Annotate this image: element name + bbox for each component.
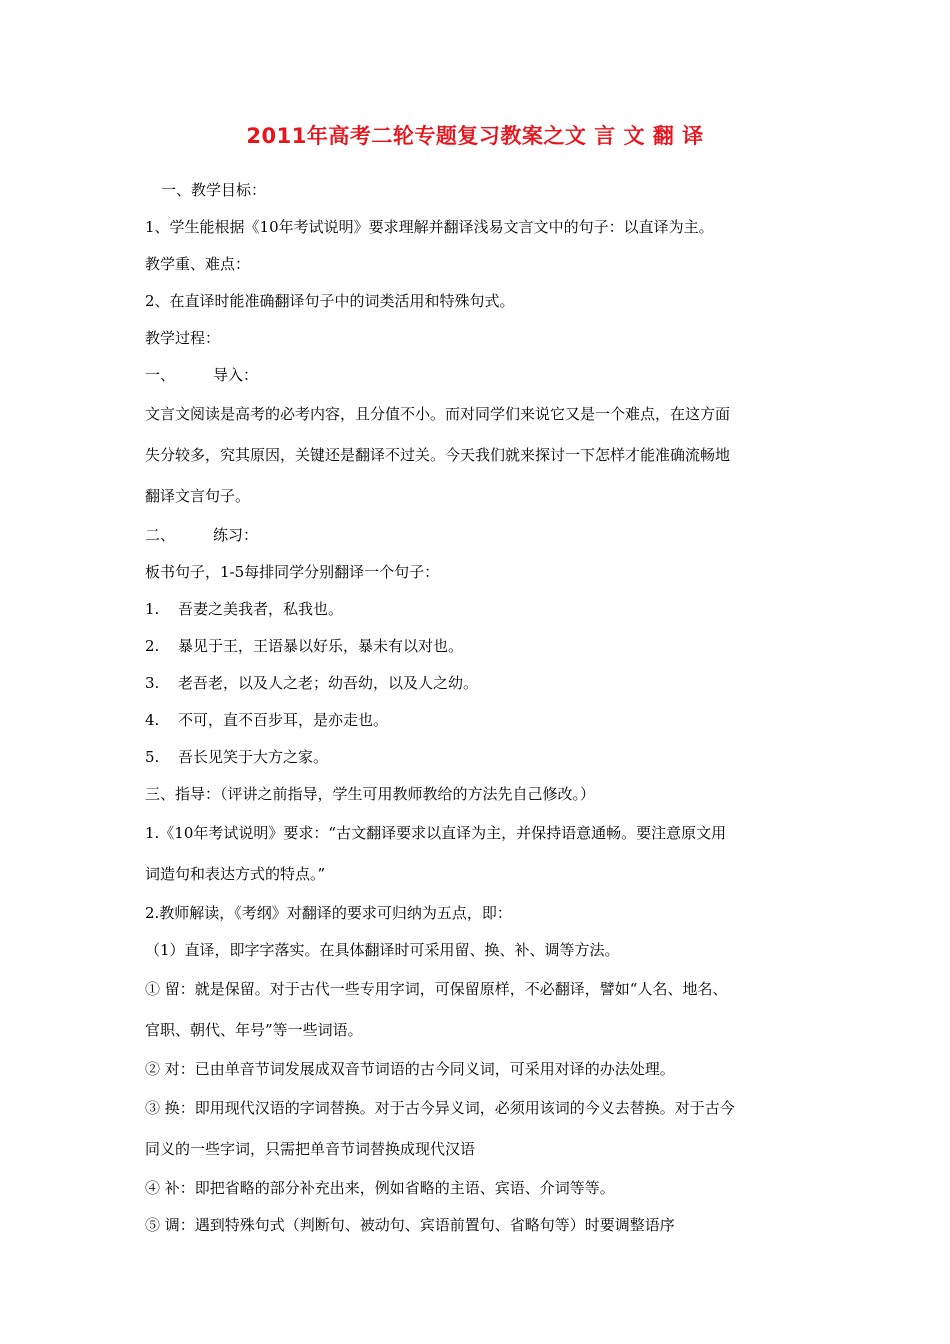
intro-line-2: 失分较多，究其原因，关键还是翻译不过关。今天我们就来探讨一下怎样才能准确流畅地 xyxy=(145,446,731,464)
goal-item-1: 1、学生能根据《10年考试说明》要求理解并翻译浅易文言文中的句子：以直译为主。 xyxy=(145,218,714,236)
method-replace-line-1: ③ 换：即用现代汉语的字词替换。对于古今异义词，必须用该词的今义去替换。对于古今 xyxy=(145,1099,735,1117)
goal-heading: 一、教学目标： xyxy=(161,181,267,199)
method-keep-line-1: ① 留：就是保留。对于古代一些专用字词，可保留原样，不必翻译，譬如“人名、地名、 xyxy=(145,980,728,998)
sentence-number: 3. xyxy=(145,674,160,692)
method-replace xyxy=(145,1088,810,1170)
practice-number: 二、 xyxy=(145,526,176,544)
guide-item-1 xyxy=(145,813,810,895)
focus-item-2: 2、在直译时能准确翻译句子中的词类活用和特殊句式。 xyxy=(145,292,515,310)
document-body xyxy=(145,172,810,1244)
guide-item-2: 2.教师解读，《考纲》对翻译的要求可归纳为五点，即： xyxy=(145,904,512,922)
focus-heading: 教学重、难点： xyxy=(145,255,251,273)
sentence-text: 不可，直不百步耳，是亦走也。 xyxy=(178,711,389,729)
intro-heading xyxy=(145,357,810,394)
intro-line-3: 翻译文言句子。 xyxy=(145,487,251,505)
method-pair: ② 对：已由单音节词发展成双音节词语的古今同义词，可采用对译的办法处理。 xyxy=(145,1060,675,1078)
guide-heading: 三、指导：（评讲之前指导，学生可用教师教给的方法先自己修改。） xyxy=(145,785,596,803)
sentence-number: 2. xyxy=(145,637,160,655)
guide-1-line-1: 1.《10年考试说明》要求：“古文翻译要求以直译为主，并保持语意通畅。要注意原文用 xyxy=(145,824,727,842)
sentence-item xyxy=(145,665,810,702)
method-replace-line-2: 同义的一些字词，只需把单音节词替换成现代汉语 xyxy=(145,1140,476,1158)
sentence-text: 暴见于王，王语暴以好乐，暴未有以对也。 xyxy=(178,637,464,655)
point-1: （1）直译，即字字落实。在具体翻译时可采用留、换、补、调等方法。 xyxy=(145,941,620,959)
guide-1-line-2: 词造句和表达方式的特点。” xyxy=(145,865,326,883)
intro-line-1: 文言文阅读是高考的必考内容，且分值不小。而对同学们来说它又是一个难点，在这方面 xyxy=(145,405,731,423)
intro-paragraph xyxy=(145,394,810,517)
sentence-item xyxy=(145,591,810,628)
sentence-text: 吾妻之美我者，私我也。 xyxy=(178,600,344,618)
sentence-number: 4. xyxy=(145,711,160,729)
document-title: 2011年高考二轮专题复习教案之文 言 文 翻 译 xyxy=(246,124,704,148)
method-keep-line-2: 官职、朝代、年号”等一些词语。 xyxy=(145,1021,363,1039)
method-supplement: ④ 补：即把省略的部分补充出来，例如省略的主语、宾语、介词等等。 xyxy=(145,1179,615,1197)
process-heading: 教学过程： xyxy=(145,329,221,347)
practice-intro: 板书句子，1-5每排同学分别翻译一个句子： xyxy=(145,563,440,581)
sentence-text: 吾长见笑于大方之家。 xyxy=(178,748,329,766)
practice-label: 练习： xyxy=(213,526,259,544)
method-adjust: ⑤ 调：遇到特殊句式（判断句、被动句、宾语前置句、省略句等）时要调整语序 xyxy=(145,1216,675,1234)
sentence-item xyxy=(145,739,810,776)
sentence-item xyxy=(145,702,810,739)
method-keep xyxy=(145,969,810,1051)
intro-number: 一、 xyxy=(145,366,176,384)
intro-label: 导入： xyxy=(213,366,259,384)
sentence-number: 1. xyxy=(145,600,160,618)
sentence-text: 老吾老，以及人之老；幼吾幼，以及人之幼。 xyxy=(178,674,479,692)
sentence-item xyxy=(145,628,810,665)
sentence-number: 5. xyxy=(145,748,160,766)
practice-heading xyxy=(145,517,810,554)
